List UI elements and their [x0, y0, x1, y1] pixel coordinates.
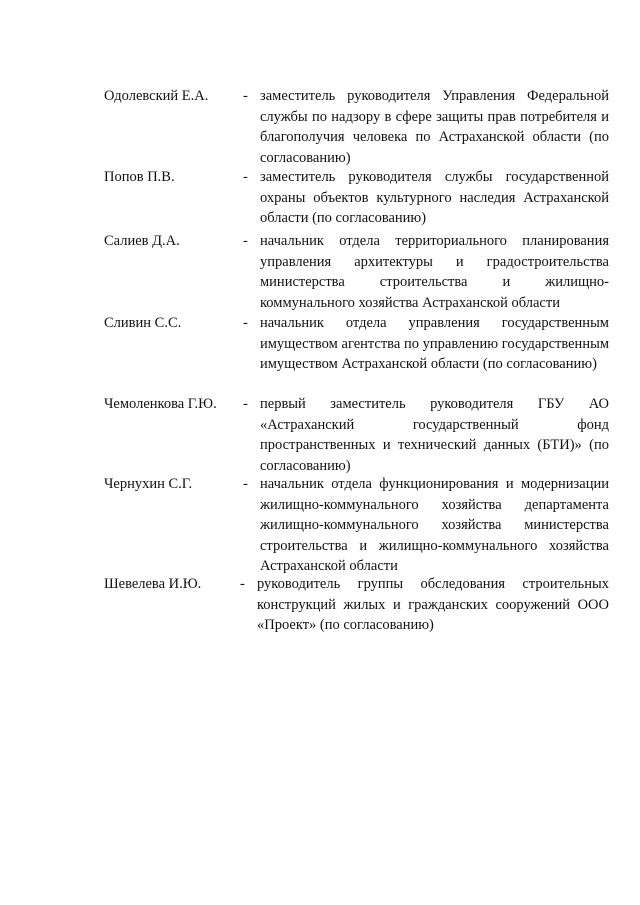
- member-name: Сливин С.С.: [104, 315, 182, 331]
- member-name: Попов П.В.: [104, 169, 175, 185]
- member-position: начальник отдела территориального планирования управления архитектуры и градостроительства министерства строительства и жилищно-коммунального хозяйства Астраханской области: [260, 233, 609, 311]
- member-name: Чемоленкова Г.Ю.: [104, 396, 217, 412]
- separator-dash: -: [243, 476, 248, 492]
- member-position: начальник отдела функционирования и модернизации жилищно-коммунального хозяйства департамента жилищно-коммунального хозяйства министерства строительства и жилищно-коммунального хозяйства Астраханской области: [260, 476, 609, 574]
- separator-dash: -: [243, 233, 248, 249]
- separator-dash: -: [243, 88, 248, 104]
- member-position: первый заместитель руководителя ГБУ АО «Астраханский государственный фонд пространственных и технический данных (БТИ)» (по согласованию): [260, 396, 609, 474]
- separator-dash: -: [243, 169, 248, 185]
- member-name: Салиев Д.А.: [104, 233, 180, 249]
- member-name: Чернухин С.Г.: [104, 476, 193, 492]
- member-name: Шевелева И.Ю.: [104, 576, 202, 592]
- member-position: заместитель руководителя службы государственной охраны объектов культурного наследия Астраханской области (по согласованию): [260, 169, 609, 226]
- separator-dash: -: [243, 315, 248, 331]
- member-name: Одолевский Е.А.: [104, 88, 209, 104]
- separator-dash: -: [243, 396, 248, 412]
- member-position: руководитель группы обследования строительных конструкций жилых и гражданских сооружений ООО «Проект» (по согласованию): [257, 576, 609, 633]
- separator-dash: -: [240, 576, 245, 592]
- member-position: заместитель руководителя Управления Федеральной службы по надзору в сфере защиты прав потребителя и благополучия человека по Астраханской области (по согласованию): [260, 88, 609, 166]
- member-position: начальник отдела управления государственным имуществом агентства по управлению государственным имуществом Астраханской области (по согласованию): [260, 315, 609, 372]
